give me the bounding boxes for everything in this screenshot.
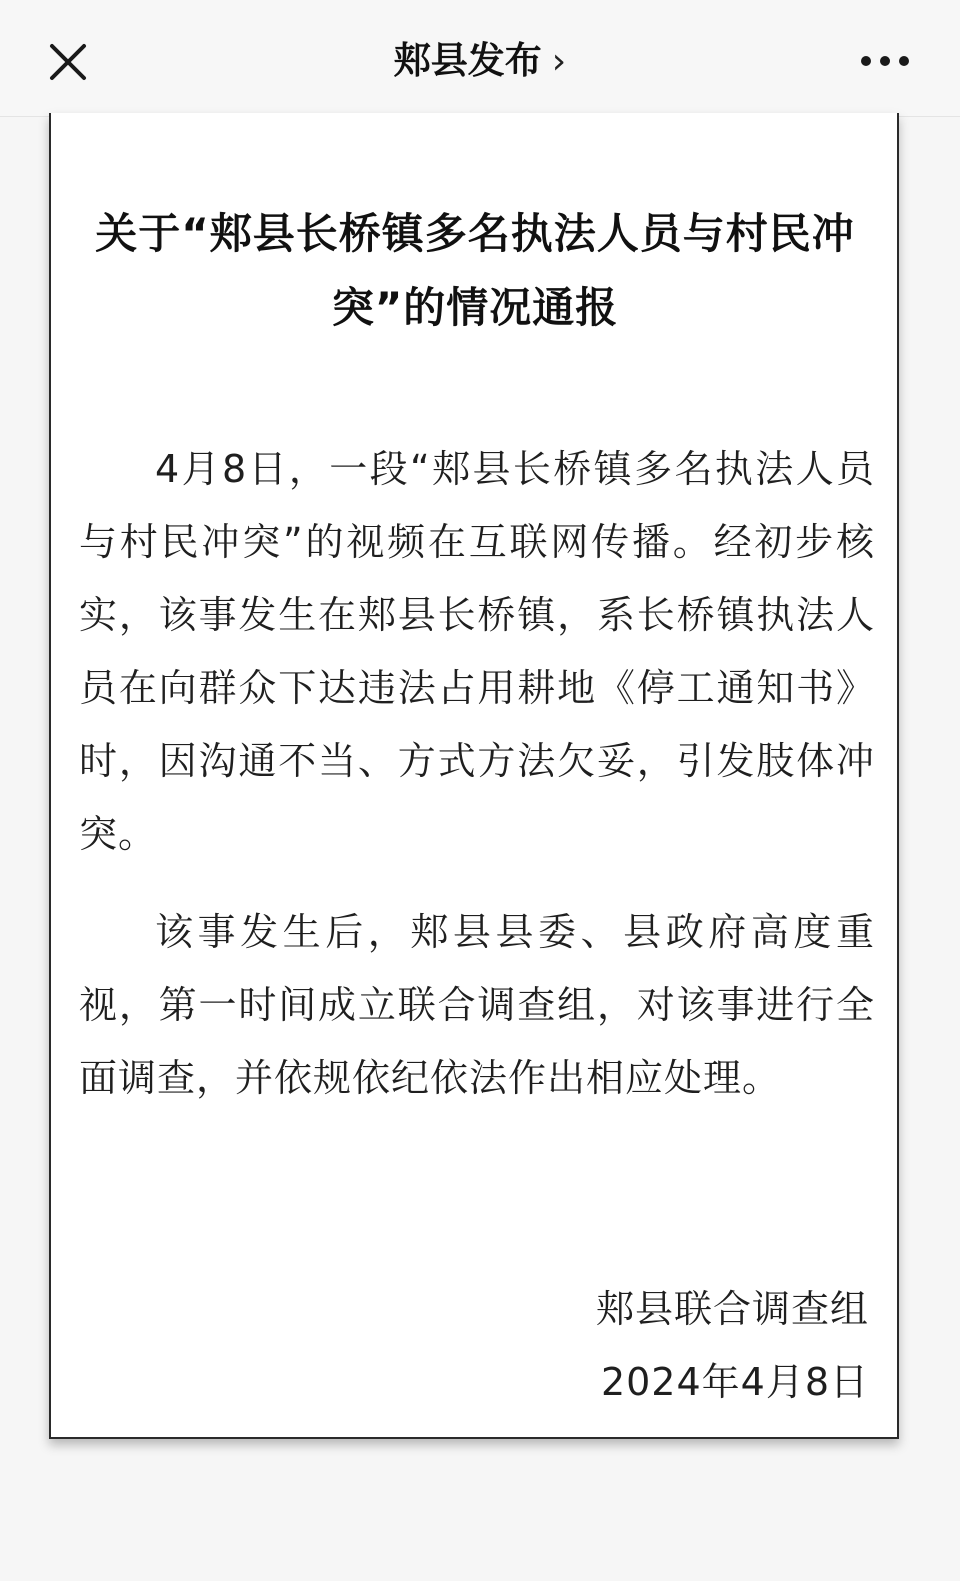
top-nav-bar <box>0 0 960 117</box>
account-title-link[interactable] <box>0 30 960 93</box>
signature-date: 2024年4月8日 <box>600 1360 869 1404</box>
more-options-button[interactable] <box>858 48 912 74</box>
notice-title: 关于“郏县长桥镇多名执法人员与村民冲突”的情况通报 <box>95 209 855 332</box>
notice-paragraph: 4月8日，一段“郏县长桥镇多名执法人员与村民冲突”的视频在互联网传播。经初步核实，该事发生在郏县长桥镇，系长桥镇执法人员在向群众下达违法占用耕地《停工通知书》时，因沟通不当、方式方法欠妥，引发肢体冲突。 <box>79 447 875 856</box>
notice-signature <box>596 1273 869 1419</box>
chevron-right-icon: › <box>551 41 567 82</box>
notice-paragraph: 该事发生后，郏县县委、县政府高度重视，第一时间成立联合调查组，对该事进行全面调查，并依规依纪依法作出相应处理。 <box>79 910 875 1100</box>
account-name: 郏县发布 <box>393 39 542 82</box>
more-icon <box>858 48 912 74</box>
signature-organization: 郏县联合调查组 <box>595 1287 869 1331</box>
notice-card <box>49 113 899 1439</box>
